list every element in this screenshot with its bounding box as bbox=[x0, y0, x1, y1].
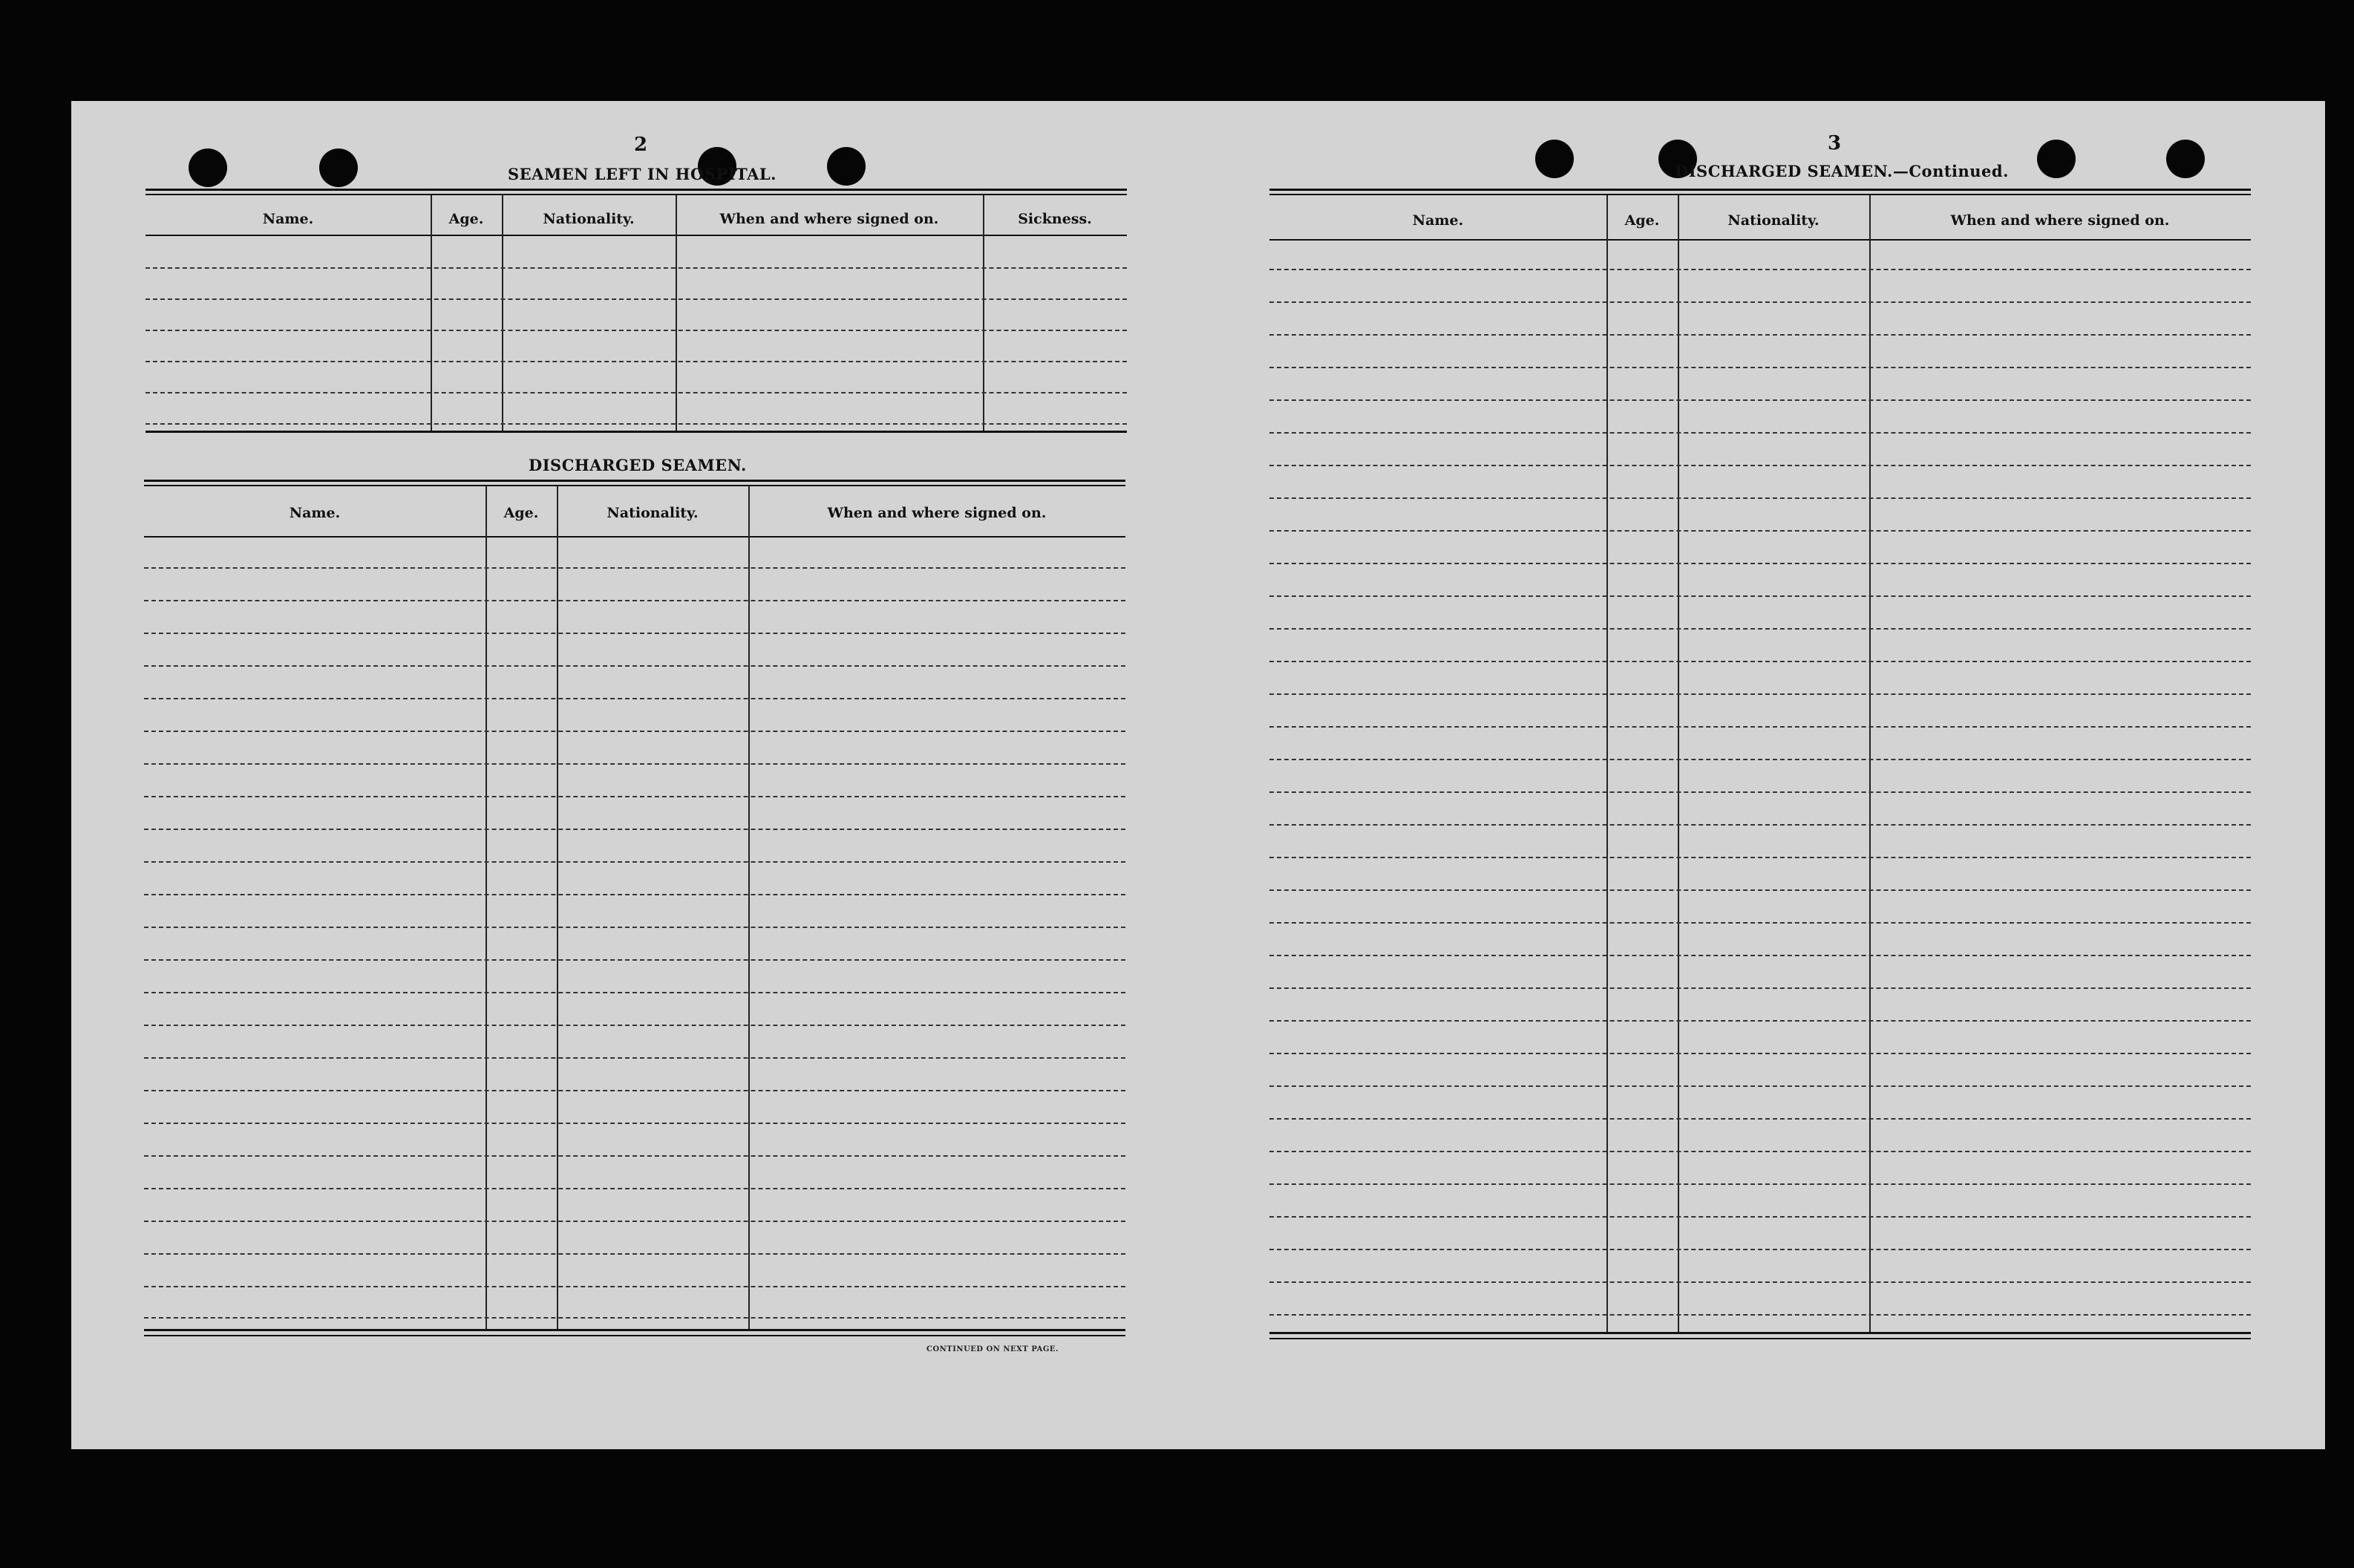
table-row bbox=[1269, 497, 2251, 499]
punch-hole bbox=[2166, 140, 2205, 178]
table-row bbox=[1269, 334, 2251, 336]
table-row bbox=[144, 1221, 1125, 1222]
table-row bbox=[144, 698, 1125, 699]
discharged-table bbox=[144, 480, 1125, 1445]
hospital-col-nationality: Nationality. bbox=[543, 211, 635, 227]
hospital-col-name: Name. bbox=[262, 211, 314, 227]
table-row bbox=[144, 665, 1125, 667]
table-row bbox=[144, 1155, 1125, 1157]
table-row bbox=[1269, 1249, 2251, 1250]
punch-hole bbox=[2037, 140, 2076, 178]
table-row bbox=[144, 861, 1125, 863]
punch-hole bbox=[1535, 140, 1574, 178]
table-row bbox=[1269, 1151, 2251, 1152]
table-row bbox=[1269, 1216, 2251, 1218]
table-row bbox=[1269, 563, 2251, 564]
table-row bbox=[144, 959, 1125, 961]
table-row bbox=[144, 633, 1125, 634]
table-row bbox=[144, 829, 1125, 830]
table-row bbox=[144, 894, 1125, 895]
punch-hole bbox=[827, 147, 866, 186]
table-row bbox=[146, 330, 1127, 331]
continued-footnote: CONTINUED ON NEXT PAGE. bbox=[926, 1345, 1059, 1353]
table-row bbox=[1269, 399, 2251, 401]
table-row bbox=[1269, 889, 2251, 891]
page-number: 2 bbox=[634, 134, 648, 156]
table-row bbox=[146, 298, 1127, 300]
table-row bbox=[1269, 824, 2251, 826]
table-row bbox=[1269, 1183, 2251, 1185]
hospital-col-signed-on: When and where signed on. bbox=[719, 211, 939, 227]
table-row bbox=[1269, 628, 2251, 630]
discharged-col-name: Name. bbox=[289, 505, 341, 521]
table-row bbox=[1269, 530, 2251, 532]
table-row bbox=[1269, 955, 2251, 956]
punch-hole bbox=[319, 148, 358, 187]
table-row bbox=[144, 600, 1125, 601]
hospital-section-title: SEAMEN LEFT IN HOSPITAL. bbox=[508, 165, 777, 183]
continued-col-signed-on: When and where signed on. bbox=[1950, 212, 2170, 229]
right-page bbox=[1229, 101, 2313, 1449]
table-row bbox=[1269, 857, 2251, 858]
continued-col-name: Name. bbox=[1412, 212, 1464, 229]
table-row bbox=[146, 361, 1127, 362]
continued-col-nationality: Nationality. bbox=[1727, 212, 1820, 229]
document-sheet bbox=[71, 101, 2325, 1449]
table-row bbox=[144, 796, 1125, 797]
table-row bbox=[144, 1025, 1125, 1026]
table-row bbox=[1269, 269, 2251, 270]
table-row bbox=[1269, 759, 2251, 760]
table-row bbox=[1269, 1020, 2251, 1022]
table-row bbox=[1269, 465, 2251, 466]
discharged-continued-title: DISCHARGED SEAMEN.—Continued. bbox=[1675, 162, 2009, 180]
discharged-col-signed-on: When and where signed on. bbox=[827, 505, 1047, 521]
table-row bbox=[1269, 987, 2251, 989]
left-page bbox=[71, 101, 1155, 1449]
table-row bbox=[144, 731, 1125, 732]
table-row bbox=[144, 567, 1125, 569]
table-row bbox=[144, 1286, 1125, 1287]
table-row bbox=[144, 1090, 1125, 1091]
table-row bbox=[1269, 693, 2251, 695]
table-row bbox=[144, 1057, 1125, 1059]
table-row bbox=[1269, 1281, 2251, 1283]
table-row bbox=[144, 1253, 1125, 1255]
table-row bbox=[1269, 661, 2251, 662]
table-row bbox=[1269, 922, 2251, 924]
hospital-col-age: Age. bbox=[448, 211, 484, 227]
punch-hole bbox=[189, 148, 227, 187]
table-row bbox=[1269, 1053, 2251, 1054]
table-row bbox=[1269, 432, 2251, 434]
discharged-continued-table bbox=[1269, 189, 2251, 1436]
discharged-section-title: DISCHARGED SEAMEN. bbox=[529, 456, 747, 474]
hospital-col-sickness: Sickness. bbox=[1018, 211, 1092, 227]
table-row bbox=[1269, 301, 2251, 303]
table-row bbox=[144, 1123, 1125, 1124]
page-number: 3 bbox=[1828, 132, 1842, 154]
table-row bbox=[1269, 1085, 2251, 1087]
table-row bbox=[144, 927, 1125, 928]
table-row bbox=[1269, 367, 2251, 368]
table-row bbox=[146, 392, 1127, 393]
table-row bbox=[144, 1317, 1125, 1319]
table-row bbox=[144, 992, 1125, 993]
table-row bbox=[1269, 595, 2251, 597]
continued-col-age: Age. bbox=[1624, 212, 1660, 229]
table-row bbox=[146, 423, 1127, 425]
table-row bbox=[144, 763, 1125, 765]
discharged-col-age: Age. bbox=[503, 505, 539, 521]
table-row bbox=[144, 1188, 1125, 1189]
table-row bbox=[1269, 1118, 2251, 1120]
table-row bbox=[1269, 791, 2251, 793]
table-row bbox=[1269, 1314, 2251, 1316]
table-row bbox=[146, 267, 1127, 269]
discharged-col-nationality: Nationality. bbox=[607, 505, 699, 521]
table-row bbox=[1269, 726, 2251, 728]
